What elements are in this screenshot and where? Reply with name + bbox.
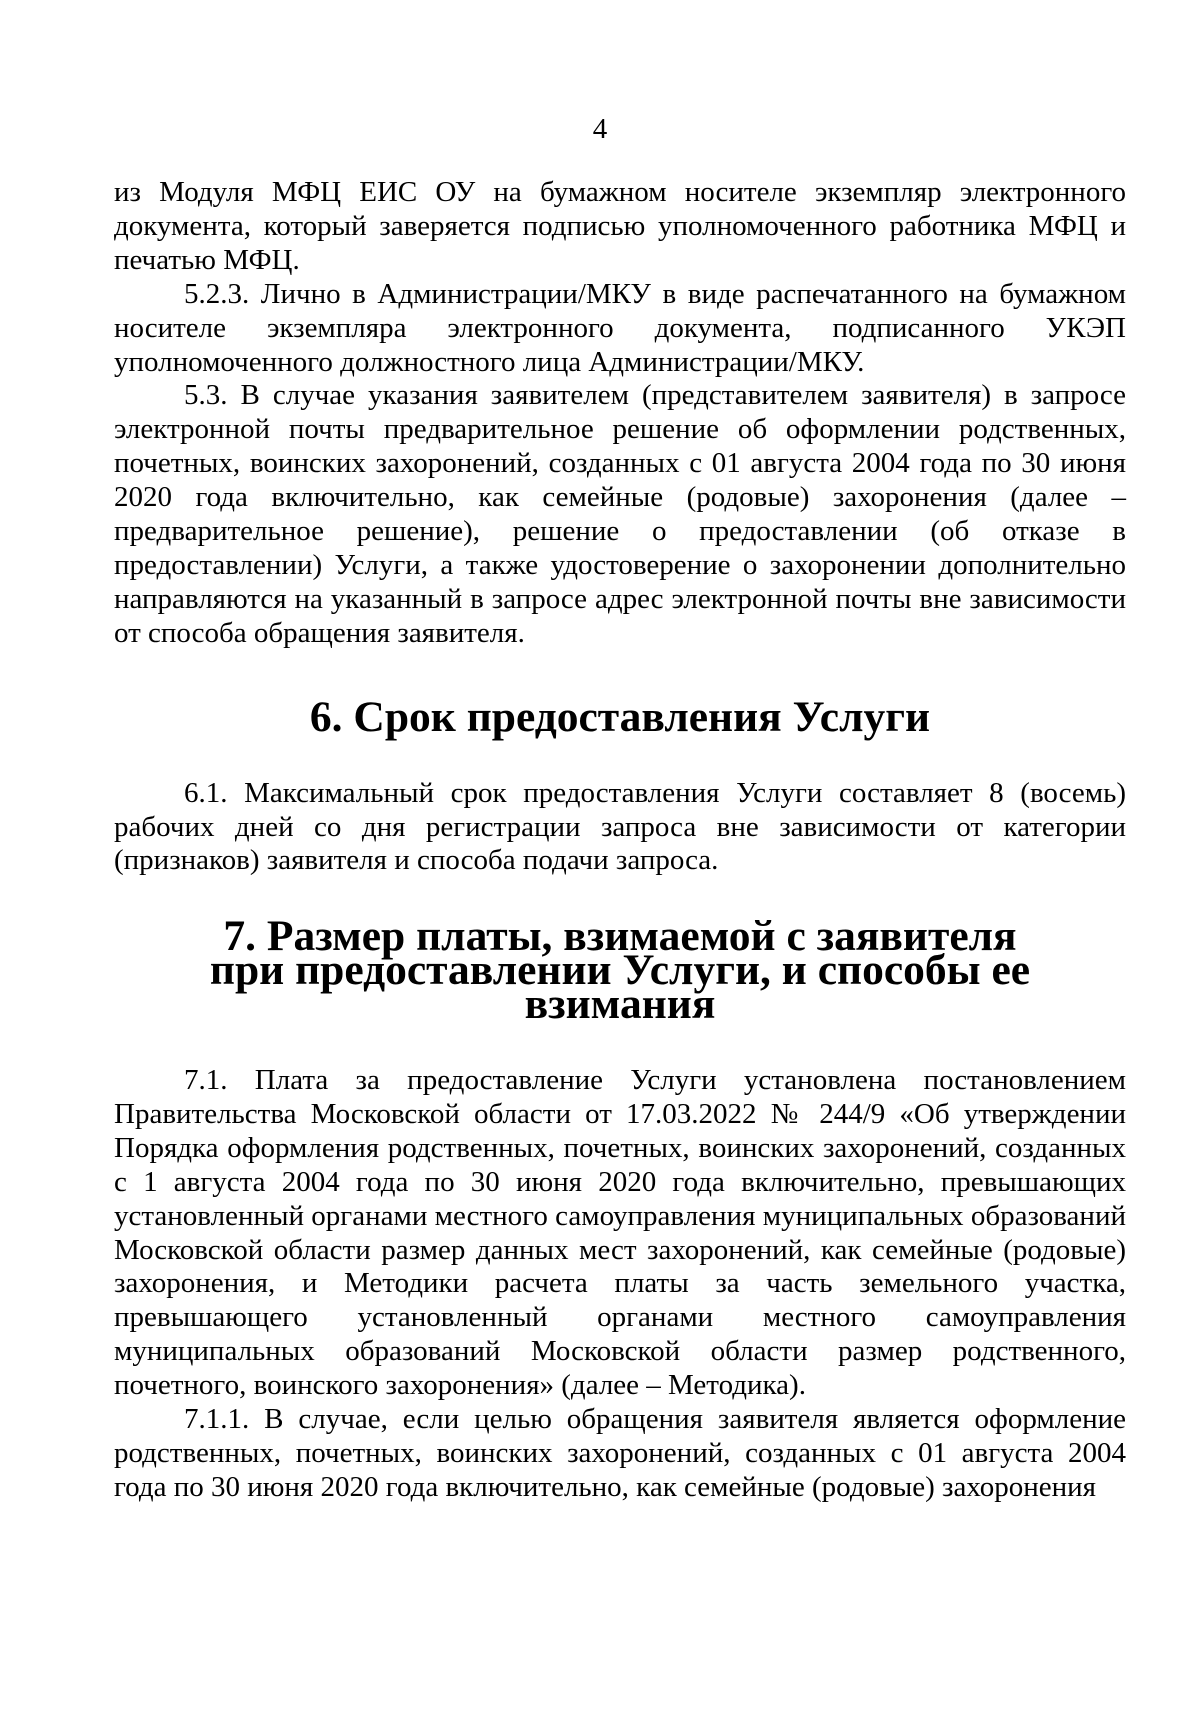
- paragraph-7-1-1: 7.1.1. В случае, если целью обращения заявителя является оформление родственных, почетных, воинских захоронений, созданных с 01 августа 2004 года по 30 июня 2020 года включительно, как семейные (родовые) захоронения: [114, 1403, 1126, 1503]
- section-6-heading: [114, 692, 1126, 741]
- paragraph-5-3: 5.3. В случае указания заявителем (представителем заявителя) в запросе электронной почты предварительное решение об оформлении родственных, почетных, воинских захоронений, созданных с 01 августа 2004 года по 30 июня 2020 года включительно, как семейные (родовые) захоронения (далее – предварительное решение), решение о предоставлении (об отказе в предоставлении) Услуги, а также удостоверение о захоронении дополнительно направляются на указанный в запросе адрес электронной почты вне зависимости от способа обращения заявителя.: [114, 379, 1126, 649]
- page-number: 4: [592, 113, 608, 145]
- paragraph-5-2-3: 5.2.3. Лично в Администрации/МКУ в виде распечатанного на бумажном носителе экземпляра электронного документа, подписанного УКЭП уполномоченного должностного лица Администрации/МКУ.: [114, 277, 1126, 378]
- continuation-paragraph: из Модуля МФЦ ЕИС ОУ на бумажном носителе экземпляр электронного документа, который заверяется подписью уполномоченного работника МФЦ и печатью МФЦ.: [114, 176, 1126, 276]
- section-6-heading-text: 6. Срок предоставления Услуги: [309, 692, 931, 741]
- paragraph-6-1: 6.1. Максимальный срок предоставления Услуги составляет 8 (восемь) рабочих дней со дня регистрации запроса вне зависимости от категории (признаков) заявителя и способа подачи запроса.: [114, 776, 1126, 877]
- paragraph-7-1: 7.1. Плата за предоставление Услуги установлена постановлением Правительства Московской области от 17.03.2022 № 244/9 «Об утверждении Порядка оформления родственных, почетных, воинских захоронений, созданных с 1 августа 2004 года по 30 июня 2020 года включительно, превышающих установленный органами местного самоуправления муниципальных образований Московской области размер данных мест захоронений, как семейные (родовые) захоронения, и Методики расчета платы за часть земельного участка, превышающего установленный органами местного самоуправления муниципальных образований Московской области размер родственного, почетного, воинского захоронения» (далее – Методика).: [114, 1064, 1126, 1402]
- section-7-heading: [114, 912, 1126, 1029]
- document-body: [114, 176, 1126, 1505]
- section-7-heading-line-2: при предоставлении Услуги, и способы ее взимания: [209, 946, 1031, 1029]
- section-7-heading-line-1: 7. Размер платы, взимаемой с заявителя: [223, 912, 1017, 961]
